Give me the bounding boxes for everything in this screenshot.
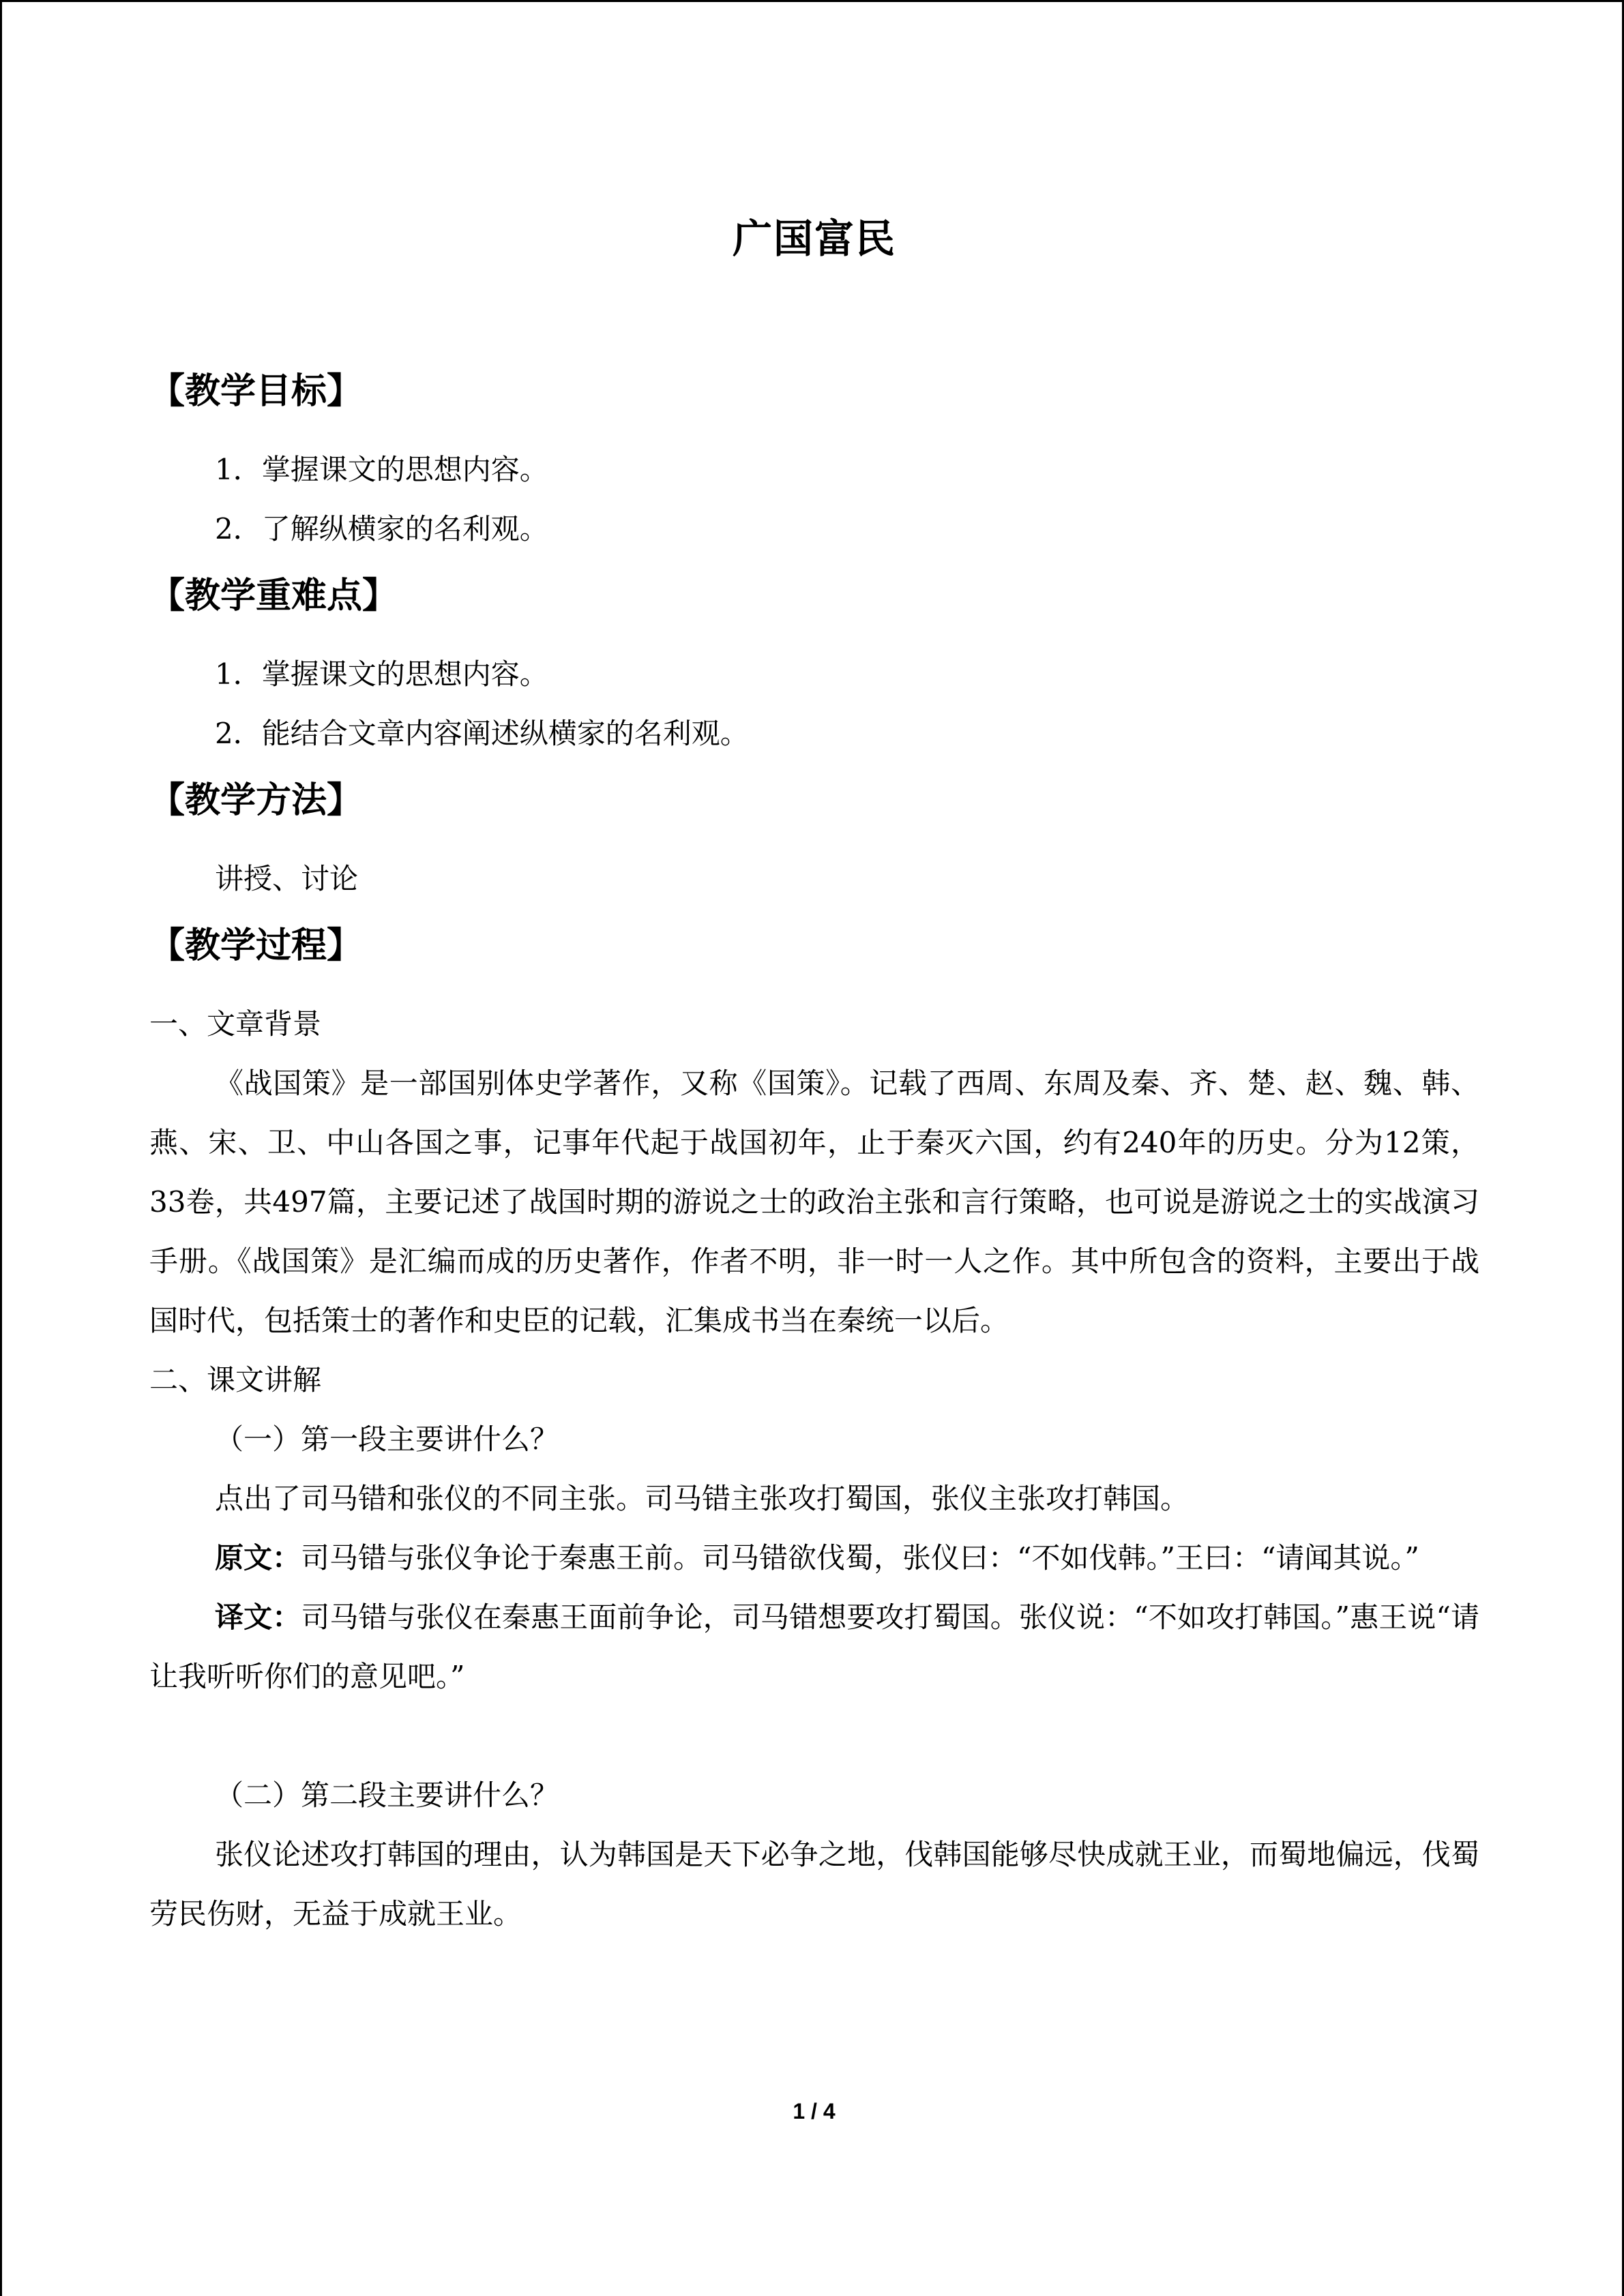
heading-process: 【教学过程】 bbox=[149, 925, 363, 966]
objective-item-2: 2．了解纵横家的名利观。 bbox=[215, 512, 548, 546]
part1-paragraph: 《战国策》是一部国别体史学著作，又称《国策》。记载了西周、东周及秦、齐、楚、赵、魏、韩、燕、宋、卫、中山各国之事，记事年代起于战国初年，止于秦灭六国，约有240年的历史。分为12策，33卷，共497篇，主要记述了战国时期的游说之士的政治主张和言行策略，也可说是游说之士的实战演习手册。《战国策》是汇编而成的历史著作，作者不明，非一时一人之作。其中所包含的资料，主要出于战国时代，包括策士的著作和史臣的记载，汇集成书当在秦统一以后。 bbox=[149, 1067, 1479, 1337]
question-1-translation bbox=[149, 1587, 1479, 1706]
page-number: 1 / 4 bbox=[793, 2099, 836, 2123]
original-label: 原文： bbox=[215, 1541, 301, 1575]
original-text: 司马错与张仪争论于秦惠王前。司马错欲伐蜀，张仪曰：“不如伐韩。”王曰：“请闻其说。” bbox=[301, 1541, 1419, 1575]
question-2-answer: 张仪论述攻打韩国的理由，认为韩国是天下必争之地，伐韩国能够尽快成就王业，而蜀地偏远，伐蜀劳民伤财，无益于成就王业。 bbox=[149, 1838, 1479, 1930]
question-1: （一）第一段主要讲什么？ bbox=[215, 1422, 559, 1456]
question-2: （二）第二段主要讲什么？ bbox=[215, 1778, 559, 1812]
translation-label: 译文： bbox=[215, 1600, 301, 1634]
document-content bbox=[149, 207, 1479, 1943]
objective-item-1: 1．掌握课文的思想内容。 bbox=[215, 453, 548, 486]
page-title: 广国富民 bbox=[732, 215, 896, 262]
heading-objectives: 【教学目标】 bbox=[149, 371, 363, 412]
key-point-item-2: 2．能结合文章内容阐述纵横家的名利观。 bbox=[215, 717, 749, 750]
key-point-item-1: 1．掌握课文的思想内容。 bbox=[215, 657, 548, 691]
methods-text: 讲授、讨论 bbox=[215, 862, 359, 895]
translation-text: 司马错与张仪在秦惠王面前争论，司马错想要攻打蜀国。张仪说：“不如攻打韩国。”惠王说“请让我听听你们的意见吧。” bbox=[149, 1600, 1479, 1693]
part1-title: 一、文章背景 bbox=[149, 1007, 322, 1041]
question-1-answer: 点出了司马错和张仪的不同主张。司马错主张攻打蜀国，张仪主张攻打韩国。 bbox=[215, 1482, 1190, 1515]
question-1-original bbox=[149, 1528, 1479, 1587]
heading-methods: 【教学方法】 bbox=[149, 780, 363, 821]
part2-title: 二、课文讲解 bbox=[149, 1363, 322, 1397]
heading-key-points: 【教学重难点】 bbox=[149, 576, 398, 616]
